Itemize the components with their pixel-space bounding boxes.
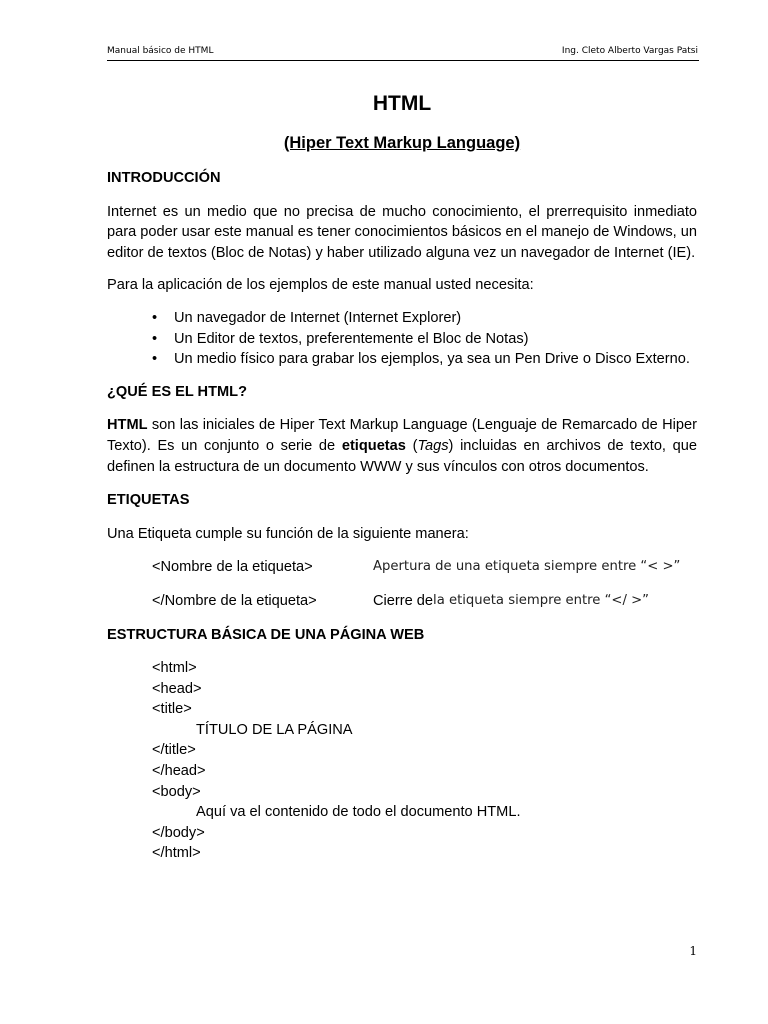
- structure-heading: ESTRUCTURA BÁSICA DE UNA PÁGINA WEB: [107, 626, 425, 643]
- code-line: </head>: [152, 763, 206, 780]
- document-subtitle: (Hiper Text Markup Language): [283, 134, 521, 152]
- document-body: [107, 90, 697, 864]
- page-number: 1: [689, 944, 697, 958]
- tags-paragraph: Una Etiqueta cumple su función de la siguiente manera:: [107, 525, 469, 542]
- header-rule: [107, 60, 699, 61]
- code-line: <html>: [152, 660, 197, 677]
- header-right-text: Ing. Cleto Alberto Vargas Patsi: [561, 46, 698, 56]
- bullet-icon: •: [152, 309, 158, 326]
- bullet-icon: •: [152, 330, 158, 347]
- code-line: </body>: [152, 824, 205, 841]
- code-line: </title>: [152, 742, 196, 759]
- what-is-html-paragraph: HTML son las iniciales de Hiper Text Markup Language (Lenguaje de Remarcado de Hiper Texto). Es un conjunto o serie de etiquetas (Tags) incluidas en archivos de texto, que definen la estructura de un documento WWW y sus vínculos con otros documentos.: [107, 417, 697, 475]
- code-line: </html>: [152, 845, 201, 862]
- tag-row-open: [107, 557, 697, 578]
- code-line: <head>: [152, 680, 202, 697]
- list-item: • Un medio físico para grabar los ejemplos, ya sea un Pen Drive o Disco Externo.: [152, 349, 697, 370]
- code-block: [107, 658, 697, 864]
- document-title: HTML: [372, 92, 432, 115]
- tag-name: <Nombre de la etiqueta>: [152, 559, 313, 576]
- code-line: TÍTULO DE LA PÁGINA: [196, 721, 353, 738]
- list-item: • Un Editor de textos, preferentemente el Bloc de Notas): [152, 329, 697, 350]
- needs-paragraph: Para la aplicación de los ejemplos de este manual usted necesita:: [107, 277, 534, 294]
- list-item: • Un navegador de Internet (Internet Explorer): [152, 308, 697, 329]
- what-is-html-heading: ¿QUÉ ES EL HTML?: [107, 383, 247, 400]
- tag-description-lead: Cierre de: [373, 592, 434, 609]
- intro-heading: INTRODUCCIÓN: [107, 170, 221, 186]
- bullet-icon: •: [152, 351, 158, 368]
- tag-description: la etiqueta siempre entre “</ >”: [433, 592, 649, 608]
- tag-description: Apertura de una etiqueta siempre entre “< >”: [373, 559, 681, 575]
- code-line: <body>: [152, 783, 201, 800]
- intro-paragraph: Internet es un medio que no precisa de mucho conocimiento, el prerrequisito inmediato para poder usar este manual es tener conocimientos básicos en el manejo de Windows, un editor de textos (Bloc de Notas) y haber utilizado alguna vez un navegador de Internet (IE).: [107, 203, 697, 261]
- code-line: <title>: [152, 701, 192, 718]
- code-line: Aquí va el contenido de todo el documento HTML.: [196, 804, 521, 821]
- tag-row-close: [107, 591, 697, 612]
- tags-heading: ETIQUETAS: [107, 492, 190, 509]
- requirements-list: [107, 308, 697, 370]
- header-left-text: Manual básico de HTML: [107, 46, 214, 56]
- tag-name: </Nombre de la etiqueta>: [152, 592, 317, 609]
